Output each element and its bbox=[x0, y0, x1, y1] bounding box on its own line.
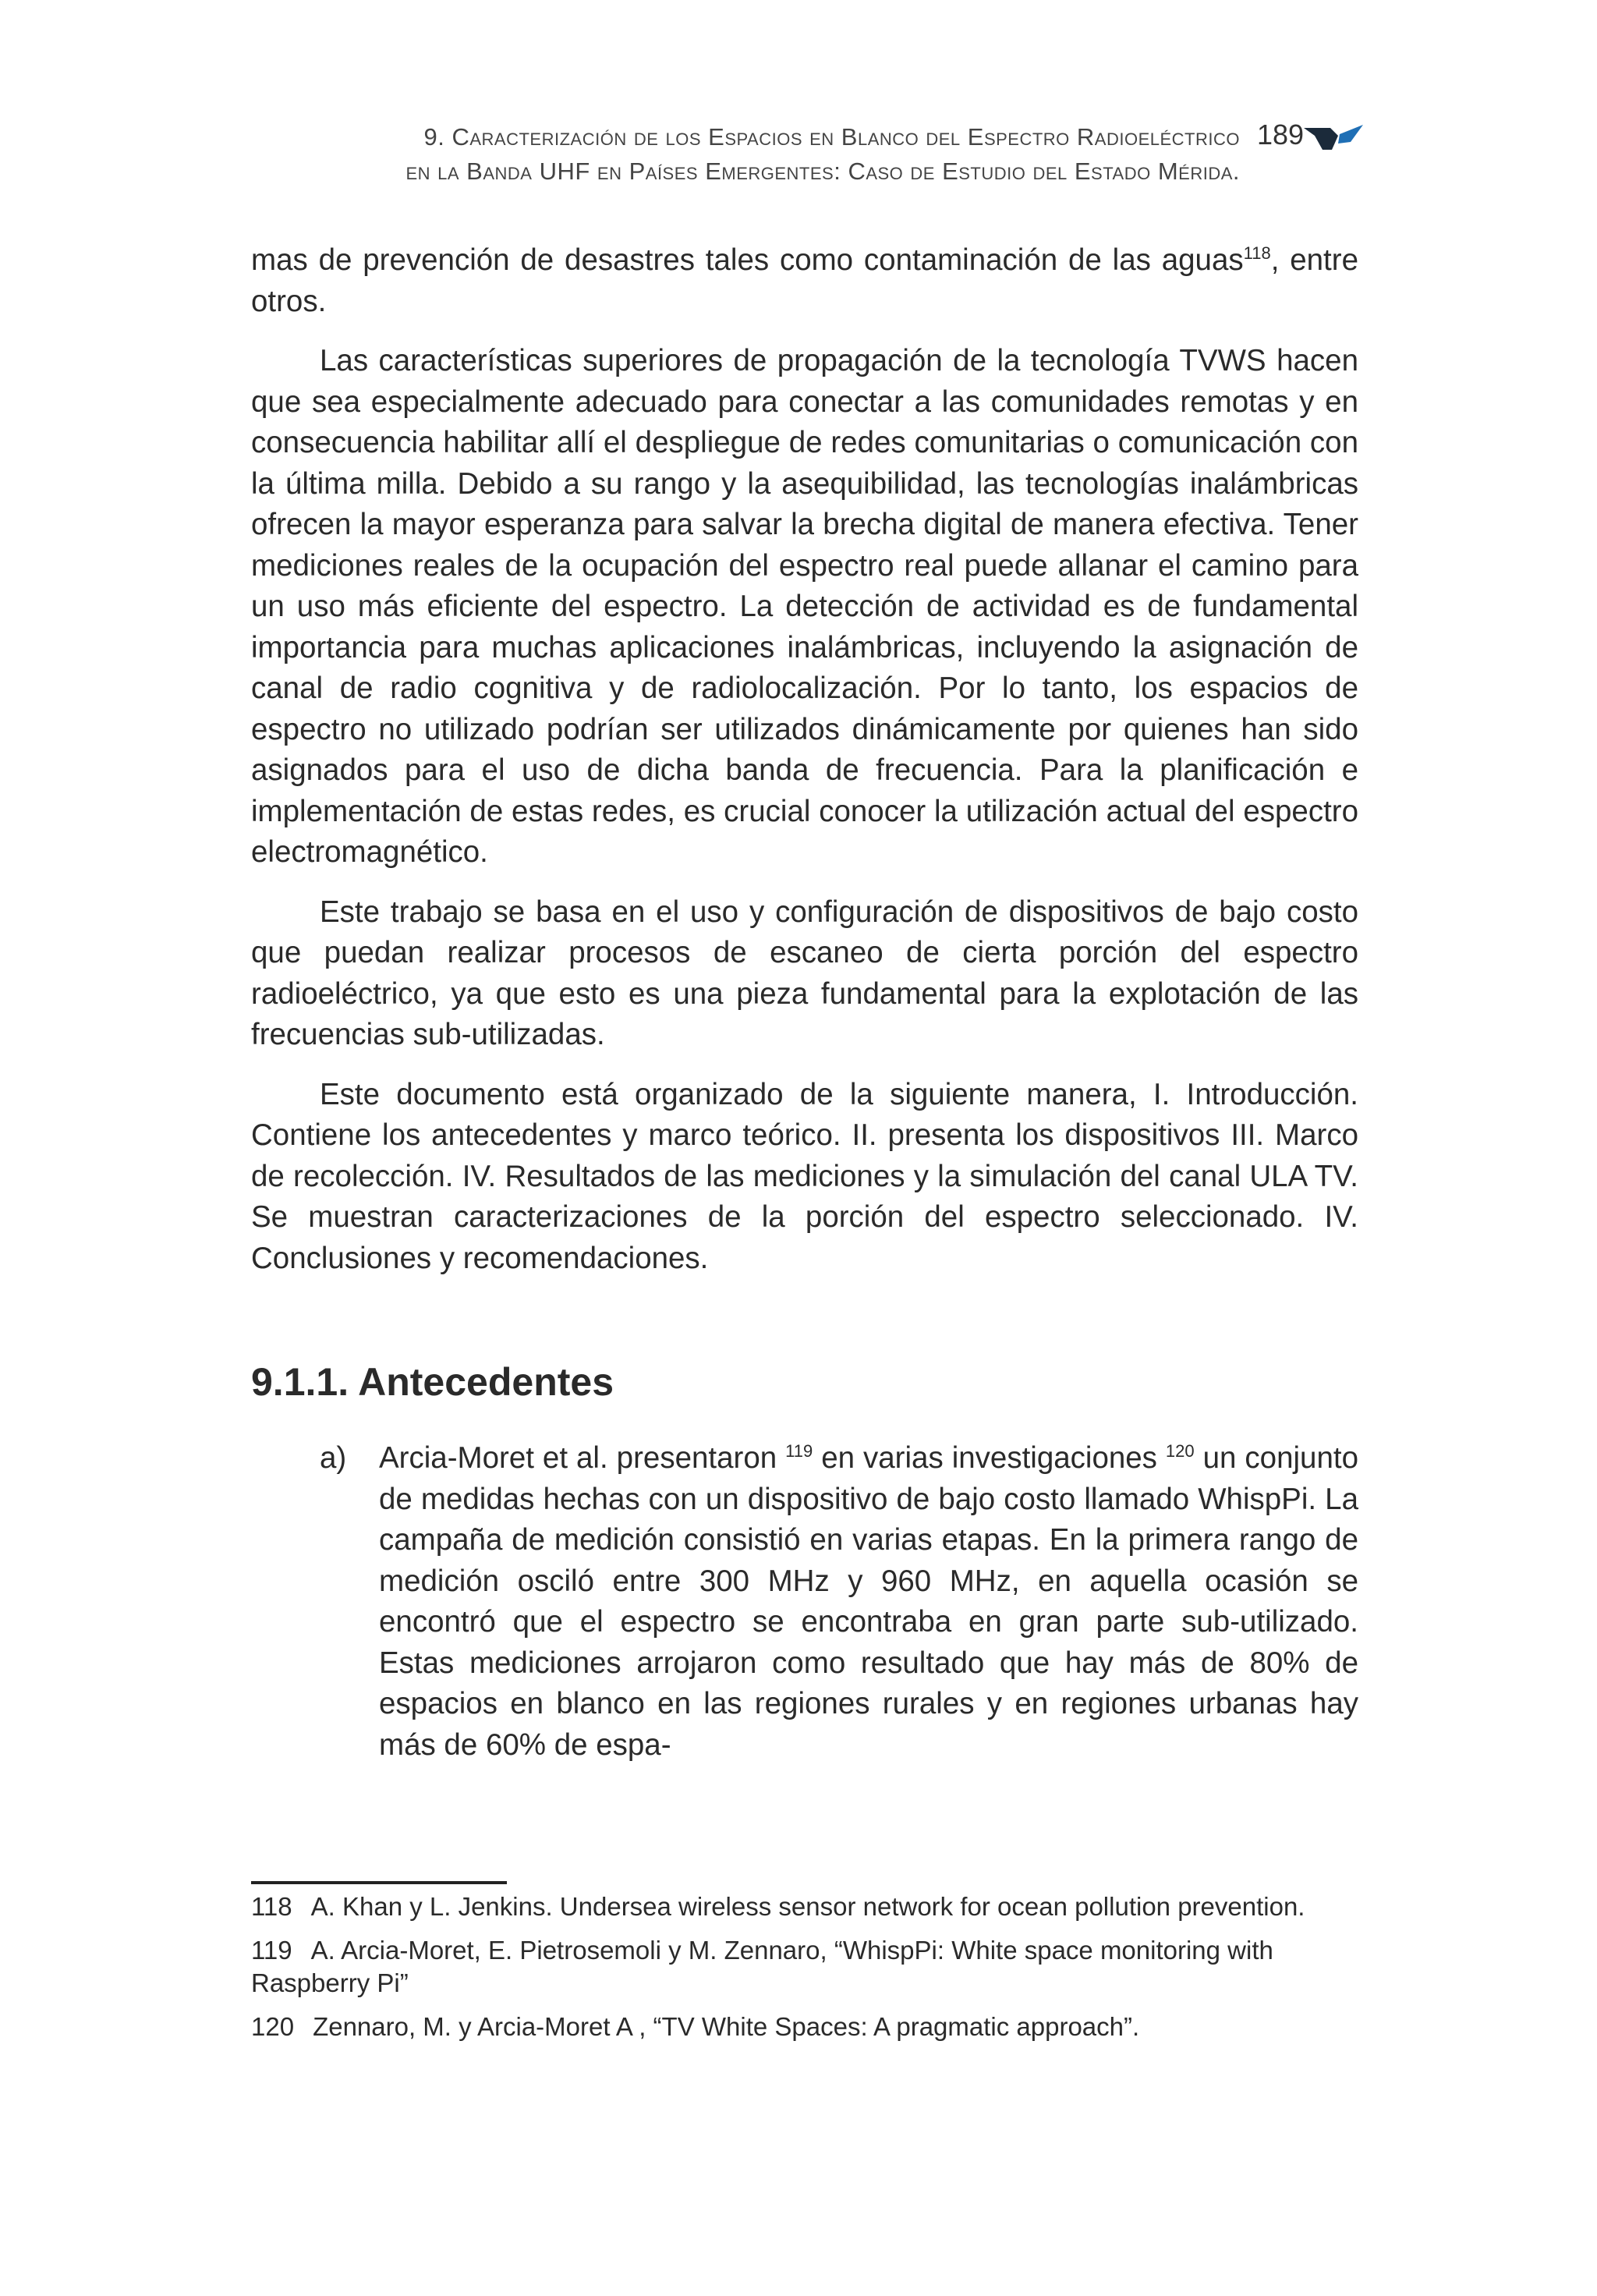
body-text bbox=[251, 240, 1358, 1766]
logo-dark-shape bbox=[1304, 128, 1338, 150]
paragraph-continuation bbox=[251, 240, 1358, 322]
footnote-120 bbox=[251, 2011, 1358, 2043]
paragraph-organization: Este documento está organizado de la siguiente manera, I. Introducción. Contiene los antecedentes y marco teórico. II. presenta los dispositivos III. Marco de recolección. IV. Resultados de las mediciones y la simulación del canal ULA TV. Se muestran caracterizaciones de la porción del espectro seleccionado. IV. Conclusiones y recomendaciones. bbox=[251, 1077, 1358, 1275]
footnote-divider bbox=[251, 1881, 507, 1884]
footnote-ref-118[interactable]: 118 bbox=[1243, 243, 1271, 264]
publisher-logo-icon bbox=[1304, 125, 1363, 153]
footnote-119 bbox=[251, 1934, 1358, 2000]
running-header bbox=[366, 120, 1240, 189]
list-item bbox=[251, 1438, 1358, 1766]
footnote-ref-120[interactable]: 120 bbox=[1165, 1441, 1195, 1462]
section-heading: 9.1.1. Antecedentes bbox=[251, 1360, 614, 1404]
list-item-text-part-1: Arcia-Moret et al. presentaron bbox=[379, 1441, 786, 1475]
running-header-line-1: 9. Caracterización de los Espacios en Blanco del Espectro Radioeléctrico bbox=[423, 123, 1240, 151]
footnotes bbox=[251, 1890, 1358, 2054]
list-item-text-part-2: en varias investigaciones bbox=[813, 1441, 1166, 1475]
footnote-text: A. Arcia-Moret, E. Pietrosemoli y M. Zennaro, “WhispPi: White space monitoring with Raspberry Pi” bbox=[251, 1936, 1273, 1997]
paragraph-tvws: Las características superiores de propagación de la tecnología TVWS hacen que sea especialmente adecuado para conectar a las comunidades remotas y en consecuencia habilitar allí el despliegue de redes comunitarias o comunicación con la última milla. Debido a su rango y la asequibilidad, las tecnologías inalámbricas ofrecen la mayor esperanza para salvar la brecha digital de manera efectiva. Tener mediciones reales de la ocupación del espectro real puede allanar el camino para un uso más eficiente del espectro. La detección de actividad es de fundamental importancia para muchas aplicaciones inalámbricas, incluyendo la asignación de canal de radio cognitiva y de radiolocalización. Por lo tanto, los espacios de espectro no utilizado podrían ser utilizados dinámicamente por quienes han sido asignados para el uso de dicha banda de frecuencia. Para la planificación e implementación de estas redes, es crucial conocer la utilización actual del espectro electromagnético. bbox=[251, 344, 1358, 869]
footnote-text: A. Khan y L. Jenkins. Undersea wireless sensor network for ocean pollution prevention. bbox=[310, 1892, 1305, 1921]
list-item-text-part-3: un conjunto de medidas hechas con un dispositivo de bajo costo llamado WhispPi. La campaña de medición consistió en varias etapas. En la primera rango de medición osciló entre 300 MHz y 960 MHz, en aquella ocasión se encontró que el espectro se encontraba en gran parte sub-utilizado. Estas mediciones arrojaron como resultado que hay más de 80% de espacios en blanco en las regiones rurales y en regiones urbanas hay más de 60% de espa- bbox=[379, 1441, 1358, 1762]
running-header-line-2: en la Banda UHF en Países Emergentes: Caso de Estudio del Estado Mérida. bbox=[405, 158, 1240, 185]
footnote-text: Zennaro, M. y Arcia-Moret A , “TV White Spaces: A pragmatic approach”. bbox=[313, 2012, 1140, 2041]
footnote-ref-119[interactable]: 119 bbox=[785, 1441, 813, 1462]
footnote-number: 120 bbox=[251, 2012, 295, 2041]
logo-accent-shape bbox=[1338, 125, 1363, 144]
footnote-number: 118 bbox=[251, 1892, 292, 1921]
paragraph-low-cost-devices: Este trabajo se basa en el uso y configuración de dispositivos de bajo costo que puedan realizar procesos de escaneo de cierta porción del espectro radioeléctrico, ya que esto es una pieza fundamental para la explotación de las frecuencias sub-utilizadas. bbox=[251, 895, 1358, 1051]
paragraph-continuation-end: , entre otros. bbox=[251, 243, 1358, 318]
list-marker: a) bbox=[320, 1441, 347, 1475]
footnote-number: 119 bbox=[251, 1936, 292, 1965]
page-number: 189 bbox=[1257, 119, 1305, 151]
footnote-118 bbox=[251, 1890, 1358, 1923]
paragraph-continuation-text: mas de prevención de desastres tales como contaminación de las aguas bbox=[251, 243, 1244, 277]
